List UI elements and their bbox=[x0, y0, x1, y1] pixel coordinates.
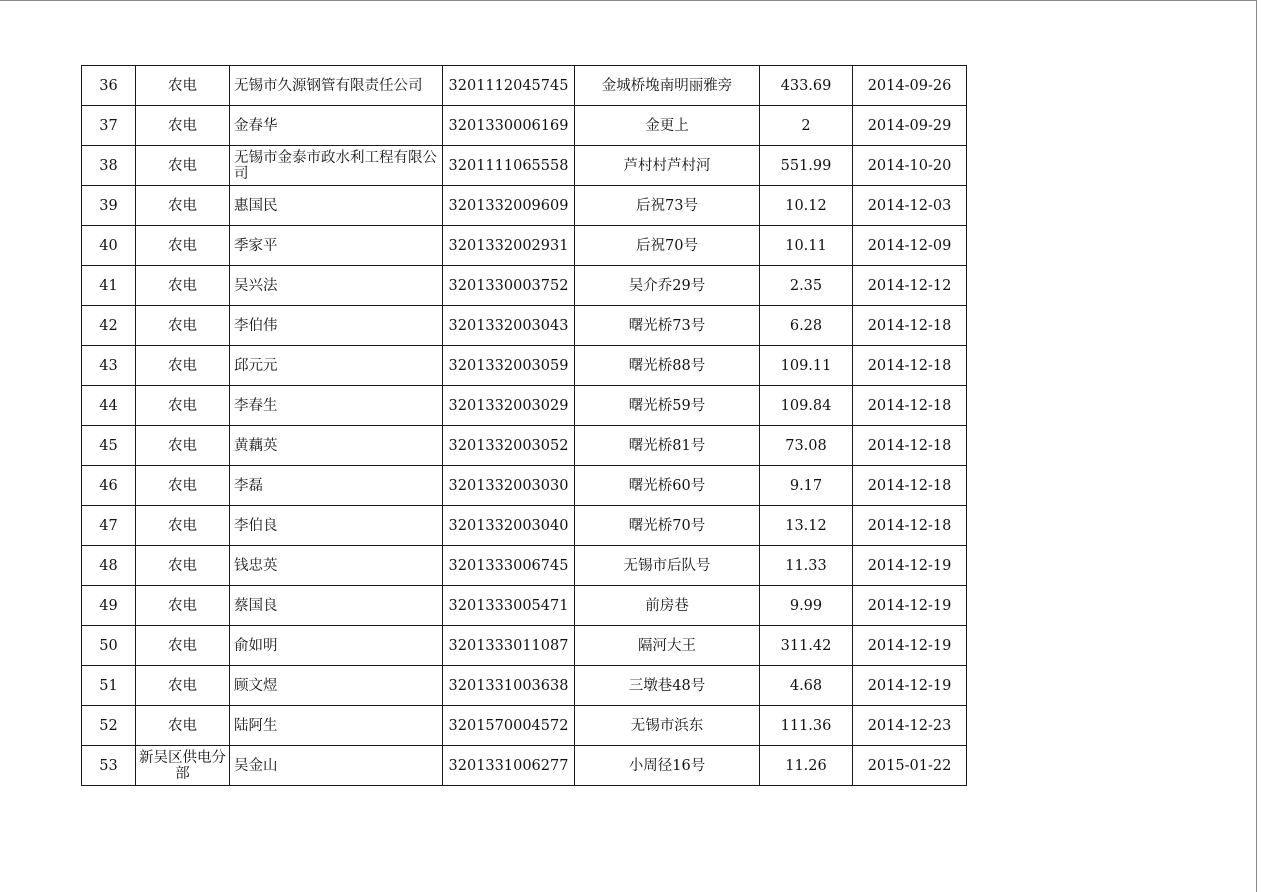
amount-cell: 2 bbox=[760, 106, 853, 146]
address-cell: 曙光桥60号 bbox=[575, 466, 760, 506]
row-number-cell: 37 bbox=[82, 106, 136, 146]
supply-type-cell: 农电 bbox=[136, 226, 230, 266]
table-row bbox=[82, 266, 967, 306]
customer-name-cell: 金春华 bbox=[230, 106, 443, 146]
amount-cell: 9.17 bbox=[760, 466, 853, 506]
supply-type-cell: 农电 bbox=[136, 186, 230, 226]
row-number-cell: 52 bbox=[82, 706, 136, 746]
row-number-cell: 48 bbox=[82, 546, 136, 586]
date-cell: 2014-09-26 bbox=[853, 66, 967, 106]
address-cell: 前房巷 bbox=[575, 586, 760, 626]
table-row bbox=[82, 546, 967, 586]
row-number-cell: 46 bbox=[82, 466, 136, 506]
row-number-cell: 45 bbox=[82, 426, 136, 466]
supply-type-cell: 农电 bbox=[136, 506, 230, 546]
account-number-cell: 3201330006169 bbox=[443, 106, 575, 146]
row-number-cell: 36 bbox=[82, 66, 136, 106]
address-cell: 金更上 bbox=[575, 106, 760, 146]
table-row bbox=[82, 426, 967, 466]
table-row bbox=[82, 666, 967, 706]
account-number-cell: 3201332002931 bbox=[443, 226, 575, 266]
customer-name-cell: 李伯伟 bbox=[230, 306, 443, 346]
amount-cell: 109.11 bbox=[760, 346, 853, 386]
table-row bbox=[82, 506, 967, 546]
supply-type-cell: 农电 bbox=[136, 586, 230, 626]
customer-name-cell: 李春生 bbox=[230, 386, 443, 426]
address-cell: 金城桥堍南明丽雅旁 bbox=[575, 66, 760, 106]
table-row bbox=[82, 466, 967, 506]
date-cell: 2014-12-12 bbox=[853, 266, 967, 306]
account-number-cell: 3201332003052 bbox=[443, 426, 575, 466]
amount-cell: 10.12 bbox=[760, 186, 853, 226]
account-number-cell: 3201111065558 bbox=[443, 146, 575, 186]
supply-type-cell: 农电 bbox=[136, 146, 230, 186]
customer-name-cell: 李伯良 bbox=[230, 506, 443, 546]
customer-name-cell: 钱忠英 bbox=[230, 546, 443, 586]
row-number-cell: 41 bbox=[82, 266, 136, 306]
customer-name-cell: 李磊 bbox=[230, 466, 443, 506]
amount-cell: 311.42 bbox=[760, 626, 853, 666]
amount-cell: 10.11 bbox=[760, 226, 853, 266]
address-cell: 无锡市浜东 bbox=[575, 706, 760, 746]
amount-cell: 73.08 bbox=[760, 426, 853, 466]
amount-cell: 13.12 bbox=[760, 506, 853, 546]
customer-name-cell: 无锡市金泰市政水利工程有限公司 bbox=[230, 146, 443, 186]
customer-name-cell: 顾文煜 bbox=[230, 666, 443, 706]
supply-type-cell: 农电 bbox=[136, 426, 230, 466]
table-row bbox=[82, 306, 967, 346]
date-cell: 2014-12-18 bbox=[853, 386, 967, 426]
row-number-cell: 43 bbox=[82, 346, 136, 386]
row-number-cell: 40 bbox=[82, 226, 136, 266]
amount-cell: 109.84 bbox=[760, 386, 853, 426]
supply-type-cell: 农电 bbox=[136, 546, 230, 586]
date-cell: 2014-12-18 bbox=[853, 346, 967, 386]
customer-name-cell: 季家平 bbox=[230, 226, 443, 266]
table-row bbox=[82, 226, 967, 266]
row-number-cell: 44 bbox=[82, 386, 136, 426]
customer-name-cell: 邱元元 bbox=[230, 346, 443, 386]
account-number-cell: 3201332003059 bbox=[443, 346, 575, 386]
customer-name-cell: 蔡国良 bbox=[230, 586, 443, 626]
row-number-cell: 51 bbox=[82, 666, 136, 706]
records-table bbox=[81, 65, 967, 786]
supply-type-cell: 农电 bbox=[136, 706, 230, 746]
table-row bbox=[82, 746, 967, 786]
row-number-cell: 39 bbox=[82, 186, 136, 226]
supply-type-cell: 农电 bbox=[136, 66, 230, 106]
table-row bbox=[82, 346, 967, 386]
account-number-cell: 3201332003043 bbox=[443, 306, 575, 346]
row-number-cell: 49 bbox=[82, 586, 136, 626]
address-cell: 曙光桥70号 bbox=[575, 506, 760, 546]
date-cell: 2014-12-19 bbox=[853, 546, 967, 586]
row-number-cell: 38 bbox=[82, 146, 136, 186]
account-number-cell: 3201112045745 bbox=[443, 66, 575, 106]
date-cell: 2014-12-18 bbox=[853, 466, 967, 506]
row-number-cell: 53 bbox=[82, 746, 136, 786]
customer-name-cell: 吴金山 bbox=[230, 746, 443, 786]
date-cell: 2014-09-29 bbox=[853, 106, 967, 146]
address-cell: 芦村村芦村河 bbox=[575, 146, 760, 186]
account-number-cell: 3201332009609 bbox=[443, 186, 575, 226]
customer-name-cell: 惠国民 bbox=[230, 186, 443, 226]
address-cell: 曙光桥73号 bbox=[575, 306, 760, 346]
date-cell: 2014-12-19 bbox=[853, 586, 967, 626]
supply-type-cell: 农电 bbox=[136, 346, 230, 386]
address-cell: 三墩巷48号 bbox=[575, 666, 760, 706]
row-number-cell: 47 bbox=[82, 506, 136, 546]
amount-cell: 111.36 bbox=[760, 706, 853, 746]
date-cell: 2015-01-22 bbox=[853, 746, 967, 786]
date-cell: 2014-12-18 bbox=[853, 426, 967, 466]
amount-cell: 11.33 bbox=[760, 546, 853, 586]
address-cell: 隔河大王 bbox=[575, 626, 760, 666]
date-cell: 2014-12-18 bbox=[853, 306, 967, 346]
customer-name-cell: 黄藕英 bbox=[230, 426, 443, 466]
account-number-cell: 3201333006745 bbox=[443, 546, 575, 586]
date-cell: 2014-12-19 bbox=[853, 666, 967, 706]
table-row bbox=[82, 186, 967, 226]
supply-type-cell: 农电 bbox=[136, 666, 230, 706]
supply-type-cell: 农电 bbox=[136, 466, 230, 506]
customer-name-cell: 俞如明 bbox=[230, 626, 443, 666]
records-table-body bbox=[82, 66, 967, 786]
customer-name-cell: 无锡市久源钢管有限责任公司 bbox=[230, 66, 443, 106]
amount-cell: 11.26 bbox=[760, 746, 853, 786]
address-cell: 后祝70号 bbox=[575, 226, 760, 266]
supply-type-cell: 农电 bbox=[136, 386, 230, 426]
supply-type-cell: 新吴区供电分部 bbox=[136, 746, 230, 786]
account-number-cell: 3201332003040 bbox=[443, 506, 575, 546]
table-row bbox=[82, 626, 967, 666]
account-number-cell: 3201570004572 bbox=[443, 706, 575, 746]
supply-type-cell: 农电 bbox=[136, 306, 230, 346]
address-cell: 后祝73号 bbox=[575, 186, 760, 226]
customer-name-cell: 陆阿生 bbox=[230, 706, 443, 746]
date-cell: 2014-12-09 bbox=[853, 226, 967, 266]
account-number-cell: 3201332003030 bbox=[443, 466, 575, 506]
account-number-cell: 3201333011087 bbox=[443, 626, 575, 666]
account-number-cell: 3201333005471 bbox=[443, 586, 575, 626]
address-cell: 曙光桥59号 bbox=[575, 386, 760, 426]
table-row bbox=[82, 106, 967, 146]
table-row bbox=[82, 146, 967, 186]
account-number-cell: 3201330003752 bbox=[443, 266, 575, 306]
row-number-cell: 50 bbox=[82, 626, 136, 666]
account-number-cell: 3201331006277 bbox=[443, 746, 575, 786]
amount-cell: 9.99 bbox=[760, 586, 853, 626]
table-row bbox=[82, 586, 967, 626]
amount-cell: 4.68 bbox=[760, 666, 853, 706]
supply-type-cell: 农电 bbox=[136, 266, 230, 306]
table-row bbox=[82, 386, 967, 426]
amount-cell: 2.35 bbox=[760, 266, 853, 306]
table-row bbox=[82, 706, 967, 746]
account-number-cell: 3201332003029 bbox=[443, 386, 575, 426]
customer-name-cell: 吴兴法 bbox=[230, 266, 443, 306]
date-cell: 2014-12-19 bbox=[853, 626, 967, 666]
row-number-cell: 42 bbox=[82, 306, 136, 346]
amount-cell: 6.28 bbox=[760, 306, 853, 346]
date-cell: 2014-12-23 bbox=[853, 706, 967, 746]
address-cell: 曙光桥88号 bbox=[575, 346, 760, 386]
date-cell: 2014-10-20 bbox=[853, 146, 967, 186]
address-cell: 曙光桥81号 bbox=[575, 426, 760, 466]
amount-cell: 433.69 bbox=[760, 66, 853, 106]
supply-type-cell: 农电 bbox=[136, 106, 230, 146]
address-cell: 无锡市后队号 bbox=[575, 546, 760, 586]
table-row bbox=[82, 66, 967, 106]
account-number-cell: 3201331003638 bbox=[443, 666, 575, 706]
address-cell: 小周径16号 bbox=[575, 746, 760, 786]
date-cell: 2014-12-03 bbox=[853, 186, 967, 226]
supply-type-cell: 农电 bbox=[136, 626, 230, 666]
address-cell: 吴介乔29号 bbox=[575, 266, 760, 306]
date-cell: 2014-12-18 bbox=[853, 506, 967, 546]
amount-cell: 551.99 bbox=[760, 146, 853, 186]
